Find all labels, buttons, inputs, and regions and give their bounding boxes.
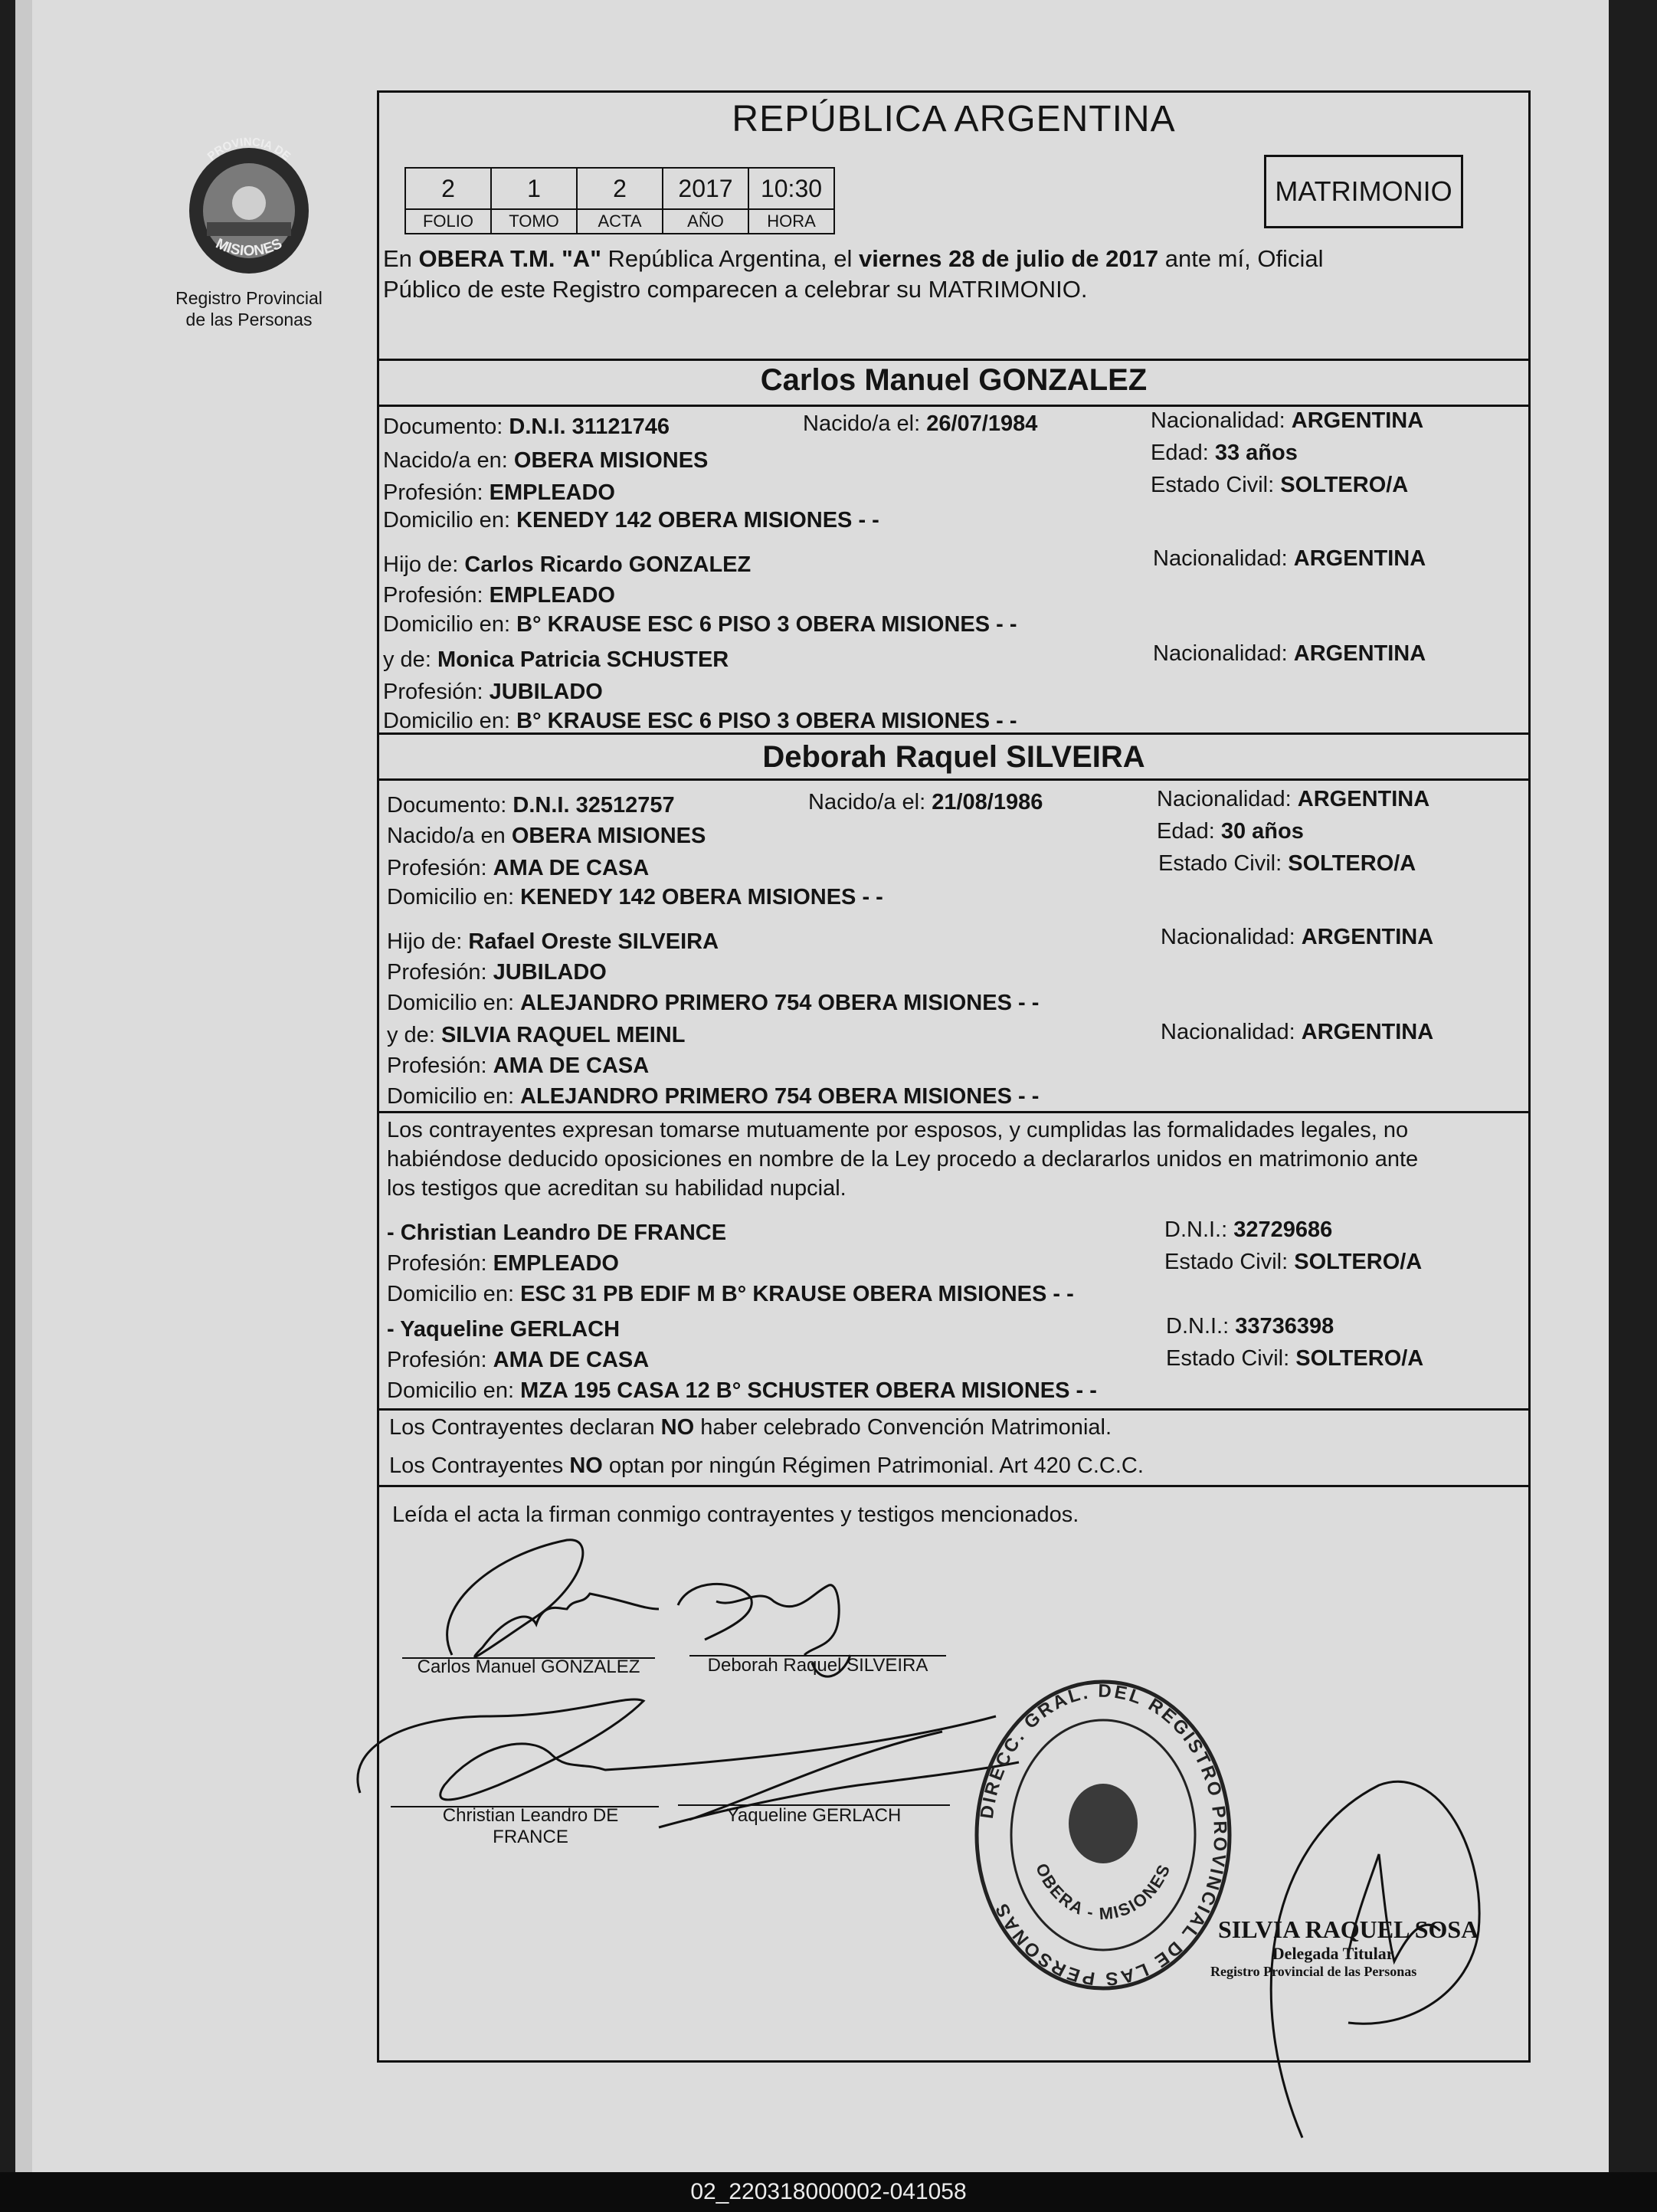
witness-1-signature-label: Christian Leandro DE FRANCE [442, 1805, 619, 1847]
groom-father-address: Domicilio en: B° KRAUSE ESC 6 PISO 3 OBERA MISIONES - - [383, 612, 1017, 637]
folio-label: FOLIO [405, 209, 491, 234]
groom-father: Hijo de: Carlos Ricardo GONZALEZ [383, 552, 752, 577]
bride-father-nationality: Nacionalidad: ARGENTINA [1161, 925, 1434, 949]
bride-mother-address: Domicilio en: ALEJANDRO PRIMERO 754 OBERA MISIONES - - [387, 1084, 1040, 1109]
bride-profession: Profesión: AMA DE CASA [387, 856, 650, 880]
patrimonial-regime-statement: Los Contrayentes NO optan por ningún Régimen Patrimonial. Art 420 C.C.C. [389, 1453, 1144, 1478]
year-value: 2017 [663, 168, 748, 209]
acta-label: ACTA [577, 209, 663, 234]
groom-mother: y de: Monica Patricia SCHUSTER [383, 647, 729, 672]
official-name: SILVIA RAQUEL SOSA [1218, 1915, 1479, 1943]
groom-nationality: Nacionalidad: ARGENTINA [1151, 408, 1424, 433]
svg-text:DIRECC. GRAL. DEL REGISTRO PRO: DIRECC. GRAL. DEL REGISTRO PROVINCIAL DE LAS PERSONAS [976, 1680, 1231, 1990]
groom-mother-address: Domicilio en: B° KRAUSE ESC 6 PISO 3 OBERA MISIONES - - [383, 709, 1017, 733]
groom-civil-status: Estado Civil: SOLTERO/A [1151, 473, 1409, 497]
svg-text:PROVINCIA DE: PROVINCIA DE [205, 135, 293, 163]
logo-line-2: de las Personas [185, 310, 313, 329]
witness-2-civil-status: Estado Civil: SOLTERO/A [1166, 1346, 1424, 1371]
act-type-box: MATRIMONIO [1264, 155, 1463, 228]
scan-footer-code: 02_220318000002-041058 [0, 2172, 1657, 2212]
groom-age: Edad: 33 años [1151, 441, 1298, 465]
bride-mother-nationality: Nacionalidad: ARGENTINA [1161, 1020, 1434, 1044]
year-label: AÑO [663, 209, 748, 234]
closing-statement: Leída el acta la firman conmigo contrayentes y testigos mencionados. [392, 1503, 1079, 1527]
bride-mother-profession: Profesión: AMA DE CASA [387, 1054, 650, 1078]
groom-signature-mark [447, 1540, 659, 1657]
convention-statement: Los Contrayentes declaran NO haber celebrado Convención Matrimonial. [389, 1415, 1112, 1440]
logo-line-1: Registro Provincial [175, 288, 323, 308]
witness-1-name: - Christian Leandro DE FRANCE [387, 1221, 727, 1245]
groom-father-nationality: Nacionalidad: ARGENTINA [1153, 546, 1426, 571]
groom-mother-nationality: Nacionalidad: ARGENTINA [1153, 641, 1426, 666]
witness-2-dni: D.N.I.: 33736398 [1166, 1314, 1334, 1339]
witness-1-dni: D.N.I.: 32729686 [1164, 1217, 1333, 1242]
bride-birthdate: Nacido/a el: 21/08/1986 [808, 790, 1043, 814]
groom-birthplace: Nacido/a en: OBERA MISIONES [383, 448, 709, 473]
bride-address: Domicilio en: KENEDY 142 OBERA MISIONES - - [387, 885, 883, 909]
bride-father: Hijo de: Rafael Oreste SILVEIRA [387, 929, 719, 954]
bride-age: Edad: 30 años [1157, 819, 1304, 844]
bride-nationality: Nacionalidad: ARGENTINA [1157, 787, 1430, 811]
hour-value: 10:30 [748, 168, 834, 209]
groom-signature-label: Carlos Manuel GONZALEZ [417, 1657, 640, 1677]
intro-date: viernes 28 de julio de 2017 [858, 245, 1159, 272]
bride-signature-label: Deborah Raquel SILVEIRA [707, 1655, 928, 1676]
official-institution: Registro Provincial de las Personas [1210, 1964, 1417, 1979]
bride-father-profession: Profesión: JUBILADO [387, 960, 607, 985]
groom-document: Documento: D.N.I. 31121746 [383, 415, 670, 439]
bride-name: Deborah Raquel SILVEIRA [762, 740, 1145, 774]
folio-value: 2 [405, 168, 491, 209]
bride-signature-mark [678, 1584, 850, 1676]
bride-civil-status: Estado Civil: SOLTERO/A [1158, 851, 1416, 876]
svg-text:MISIONES: MISIONES [213, 235, 285, 260]
witness-1-civil-status: Estado Civil: SOLTERO/A [1164, 1250, 1423, 1274]
groom-name: Carlos Manuel GONZALEZ [760, 363, 1148, 397]
witness-2-signature-label: Yaqueline GERLACH [726, 1805, 902, 1826]
witness-2-name: - Yaqueline GERLACH [387, 1317, 621, 1342]
intro-paragraph: En OBERA T.M. "A" República Argentina, el viernes 28 de julio de 2017 ante mí, Oficial Público de este Registro comparecen a celebrar su MATRIMONIO. [383, 245, 1324, 303]
bride-document: Documento: D.N.I. 32512757 [387, 793, 675, 818]
bride-birthplace: Nacido/a en OBERA MISIONES [387, 824, 706, 848]
groom-profession: Profesión: EMPLEADO [383, 480, 615, 505]
hour-label: HORA [748, 209, 834, 234]
groom-birthdate: Nacido/a el: 26/07/1984 [803, 411, 1038, 436]
official-role: Delegada Titular [1272, 1944, 1394, 1963]
declaration-paragraph: Los contrayentes expresan tomarse mutuamente por esposos, y cumplidas las formalidades legales, no habiéndose deducido oposiciones en nombre de la Ley procedo a declararlos unidos en matrimonio ante los testigos que acreditan su habilidad nupcial. [387, 1118, 1419, 1201]
acta-value: 2 [577, 168, 663, 209]
witness-2-address: Domicilio en: MZA 195 CASA 12 B° SCHUSTER OBERA MISIONES - - [387, 1378, 1097, 1403]
witness-1-profession: Profesión: EMPLEADO [387, 1251, 619, 1276]
witness-2-profession: Profesión: AMA DE CASA [387, 1348, 650, 1372]
witness-1-signature-mark [358, 1699, 996, 1800]
tomo-label: TOMO [491, 209, 577, 234]
tomo-value: 1 [491, 168, 577, 209]
groom-address: Domicilio en: KENEDY 142 OBERA MISIONES - - [383, 508, 879, 533]
official-signature-block [1210, 1915, 1479, 1980]
country-title: REPÚBLICA ARGENTINA [732, 99, 1176, 139]
svg-text:OBERA - MISIONES: OBERA - MISIONES [1032, 1860, 1174, 1924]
groom-father-profession: Profesión: EMPLEADO [383, 583, 615, 608]
bride-father-address: Domicilio en: ALEJANDRO PRIMERO 754 OBERA MISIONES - - [387, 991, 1040, 1015]
bride-mother: y de: SILVIA RAQUEL MEINL [387, 1023, 686, 1047]
groom-mother-profession: Profesión: JUBILADO [383, 680, 603, 704]
witness-1-address: Domicilio en: ESC 31 PB EDIF M B° KRAUSE OBERA MISIONES - - [387, 1282, 1074, 1306]
intro-place: OBERA T.M. "A" [418, 245, 601, 272]
